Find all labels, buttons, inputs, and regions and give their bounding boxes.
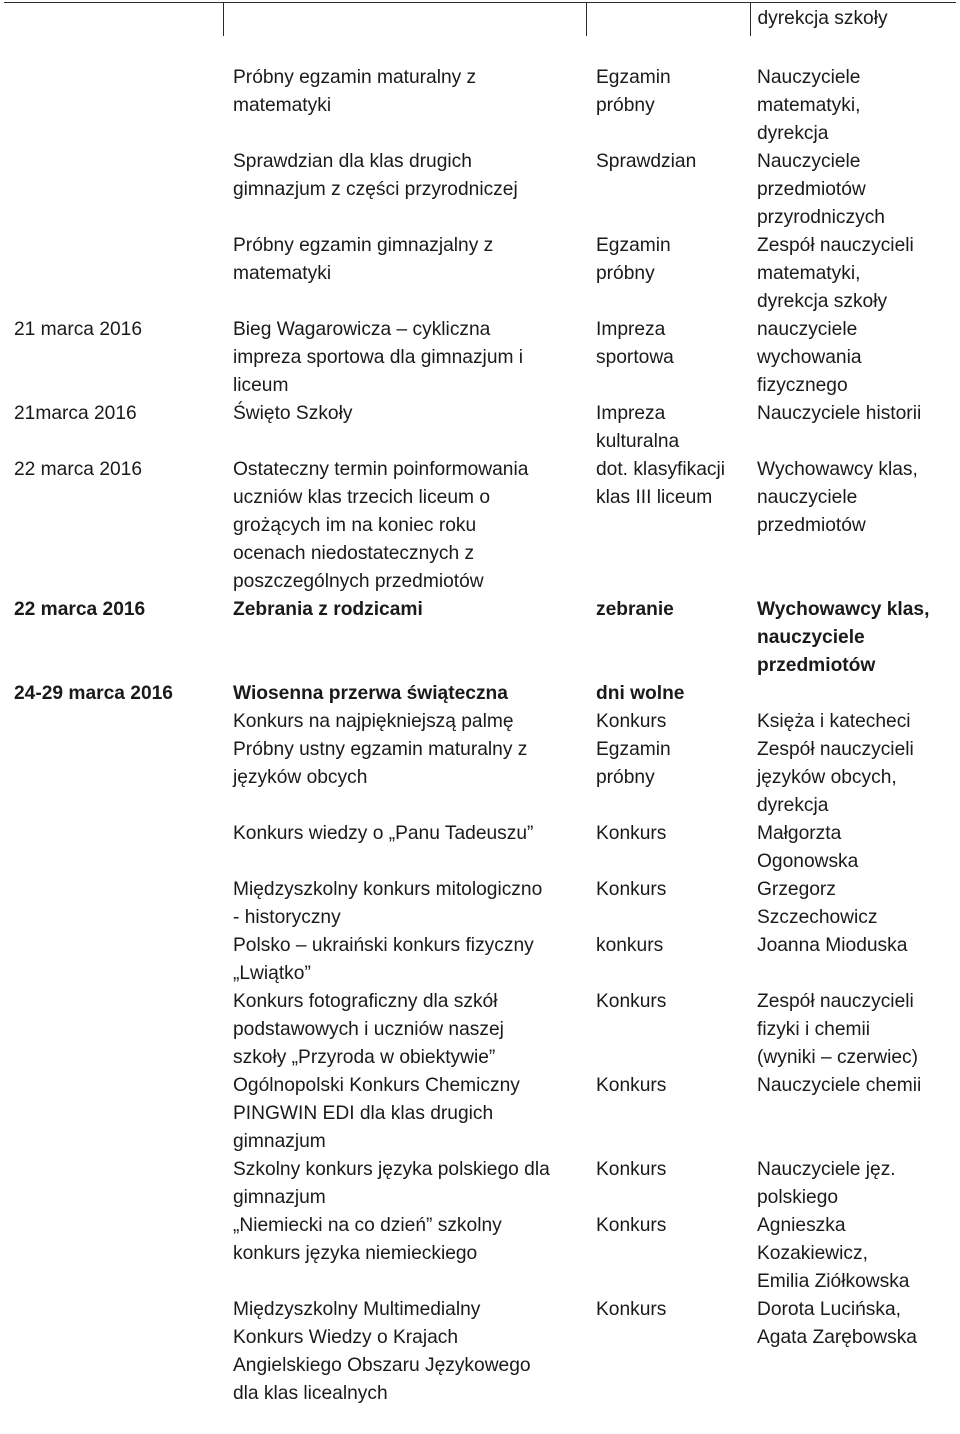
table-row [4,36,956,148]
table-row [4,680,956,708]
responsible-text: Agnieszka Kozakiewicz, Emilia Ziółkowska [757,1215,910,1292]
date-cell [4,876,223,932]
date-cell [4,148,223,232]
type-text: Impreza kulturalna [596,403,680,452]
event-cell [223,932,586,988]
responsible-text: Nauczyciele jęz. polskiego [757,1159,896,1208]
responsible-cell [750,3,956,37]
table-row [4,988,956,1072]
type-text: zebranie [596,599,674,620]
date-text: 21marca 2016 [14,403,137,424]
responsible-cell [750,988,956,1072]
responsible-cell [750,1296,956,1408]
event-cell [223,36,586,148]
responsible-text: Zespół nauczycieli języków obcych, dyrekcja [757,739,914,816]
responsible-text: Joanna Mioduska [757,935,908,956]
event-text: Sprawdzian dla klas drugich gimnazjum z części przyrodniczej [233,151,518,200]
type-text: konkurs [596,935,664,956]
event-cell [223,456,586,596]
responsible-cell [750,876,956,932]
type-cell [586,736,750,820]
event-cell [223,876,586,932]
responsible-text: Nauczyciele przedmiotów przyrodniczych [757,151,885,228]
event-cell [223,736,586,820]
date-cell [4,316,223,400]
type-text: Impreza sportowa [596,319,674,368]
event-cell [223,708,586,736]
type-cell [586,708,750,736]
type-text: Konkurs [596,879,667,900]
type-cell [586,596,750,680]
date-text: 22 marca 2016 [14,599,146,620]
type-cell [586,232,750,316]
type-cell [586,36,750,148]
event-text: Międzyszkolny Multimedialny Konkurs Wiedzy o Krajach Angielskiego Obszaru Językowego dla klas licealnych [233,1299,531,1404]
table-row [4,932,956,988]
table-row [4,596,956,680]
responsible-text: Wychowawcy klas, nauczyciele przedmiotów [757,599,930,676]
type-text: Sprawdzian [596,151,697,172]
event-text: Konkurs wiedzy o „Panu Tadeuszu” [233,823,534,844]
table-row [4,708,956,736]
responsible-cell [750,1072,956,1156]
event-text: Próbny egzamin maturalny z matematyki [233,67,477,116]
event-text: Konkurs fotograficzny dla szkół podstawowych i uczniów naszej szkoły „Przyroda w obiektywie” [233,991,504,1068]
type-cell [586,148,750,232]
table-row [4,1296,956,1408]
table-row [4,316,956,400]
type-cell [586,820,750,876]
event-cell [223,1296,586,1408]
event-text: Ostateczny termin poinformowania uczniów klas trzecich liceum o grożących im na koniec roku ocenach niedostatecznych z poszczególnych przedmiotów [233,459,529,592]
date-cell [4,1296,223,1408]
event-text: Szkolny konkurs języka polskiego dla gimnazjum [233,1159,550,1208]
event-text: „Niemiecki na co dzień” szkolny konkurs języka niemieckiego [233,1215,502,1264]
event-text: Konkurs na najpiękniejszą palmę [233,711,514,732]
type-text: Konkurs [596,1299,667,1320]
type-cell [586,932,750,988]
type-text: Konkurs [596,711,667,732]
responsible-text: Zespół nauczycieli fizyki i chemii (wyniki – czerwiec) [757,991,918,1068]
event-text: Próbny egzamin gimnazjalny z matematyki [233,235,494,284]
responsible-text: Nauczyciele chemii [757,1075,922,1096]
schedule-table [4,2,956,1408]
responsible-cell [750,708,956,736]
date-text: 24-29 marca 2016 [14,683,173,704]
type-text: Egzamin próbny [596,739,671,788]
responsible-text: dyrekcja szkoły [757,8,888,29]
date-cell [4,456,223,596]
responsible-cell [750,820,956,876]
type-cell [586,680,750,708]
date-cell [4,736,223,820]
date-cell [4,36,223,148]
responsible-text: Księża i katecheci [757,711,911,732]
responsible-cell [750,36,956,148]
event-text: Bieg Wagarowicza – cykliczna impreza sportowa dla gimnazjum i liceum [233,319,524,396]
date-text: 22 marca 2016 [14,459,142,480]
type-cell [586,400,750,456]
event-cell [223,596,586,680]
responsible-cell [750,736,956,820]
responsible-cell [750,932,956,988]
date-cell [4,1072,223,1156]
table-row [4,876,956,932]
date-cell [4,596,223,680]
type-cell [586,1156,750,1212]
event-text: Międzyszkolny konkurs mitologiczno - historyczny [233,879,543,928]
event-cell [223,1072,586,1156]
date-cell [4,3,223,37]
table-row-header-continuation [4,3,956,37]
event-cell [223,820,586,876]
date-cell [4,1212,223,1296]
event-cell [223,232,586,316]
responsible-text: Zespół nauczycieli matematyki, dyrekcja szkoły [757,235,914,312]
responsible-text: Małgorzta Ogonowska [757,823,859,872]
responsible-cell [750,232,956,316]
type-cell [586,1072,750,1156]
type-text: Konkurs [596,823,667,844]
type-text: Konkurs [596,1159,667,1180]
responsible-text: Dorota Lucińska, Agata Zarębowska [757,1299,917,1348]
type-cell [586,456,750,596]
date-text: 21 marca 2016 [14,319,142,340]
date-cell [4,400,223,456]
date-cell [4,680,223,708]
date-cell [4,988,223,1072]
event-cell [223,148,586,232]
type-cell [586,1212,750,1296]
event-cell [223,680,586,708]
type-cell [586,876,750,932]
date-cell [4,708,223,736]
responsible-cell [750,680,956,708]
table-row [4,148,956,232]
type-cell [586,3,750,37]
type-text: Konkurs [596,1215,667,1236]
event-cell [223,988,586,1072]
table-row [4,1156,956,1212]
event-cell [223,316,586,400]
event-cell [223,1156,586,1212]
type-text: dni wolne [596,683,685,704]
responsible-cell [750,148,956,232]
event-text: Święto Szkoły [233,403,353,424]
event-text: Zebrania z rodzicami [233,599,423,620]
type-text: Egzamin próbny [596,67,671,116]
table-row [4,456,956,596]
event-text: Polsko – ukraiński konkurs fizyczny „Lwiątko” [233,935,534,984]
date-cell [4,232,223,316]
date-cell [4,1156,223,1212]
responsible-cell [750,1156,956,1212]
type-text: Konkurs [596,991,667,1012]
table-row [4,400,956,456]
responsible-text: Grzegorz Szczechowicz [757,879,878,928]
table-row [4,232,956,316]
responsible-cell [750,596,956,680]
event-text: Wiosenna przerwa świąteczna [233,683,508,704]
event-text: Ogólnopolski Konkurs Chemiczny PINGWIN EDI dla klas drugich gimnazjum [233,1075,520,1152]
responsible-text: Nauczyciele matematyki, dyrekcja [757,67,861,144]
table-row [4,1212,956,1296]
date-cell [4,932,223,988]
type-text: Konkurs [596,1075,667,1096]
event-cell [223,1212,586,1296]
type-text: dot. klasyfikacji klas III liceum [596,459,726,508]
date-cell [4,820,223,876]
responsible-cell [750,1212,956,1296]
responsible-text: nauczyciele wychowania fizycznego [757,319,862,396]
table-row [4,1072,956,1156]
schedule-body [4,3,956,1409]
event-text: Próbny ustny egzamin maturalny z języków obcych [233,739,528,788]
event-cell [223,3,586,37]
responsible-cell [750,456,956,596]
type-text: Egzamin próbny [596,235,671,284]
type-cell [586,1296,750,1408]
type-cell [586,988,750,1072]
table-row [4,820,956,876]
event-cell [223,400,586,456]
responsible-text: Wychowawcy klas, nauczyciele przedmiotów [757,459,918,536]
table-row [4,736,956,820]
responsible-cell [750,400,956,456]
type-cell [586,316,750,400]
responsible-cell [750,316,956,400]
responsible-text: Nauczyciele historii [757,403,922,424]
